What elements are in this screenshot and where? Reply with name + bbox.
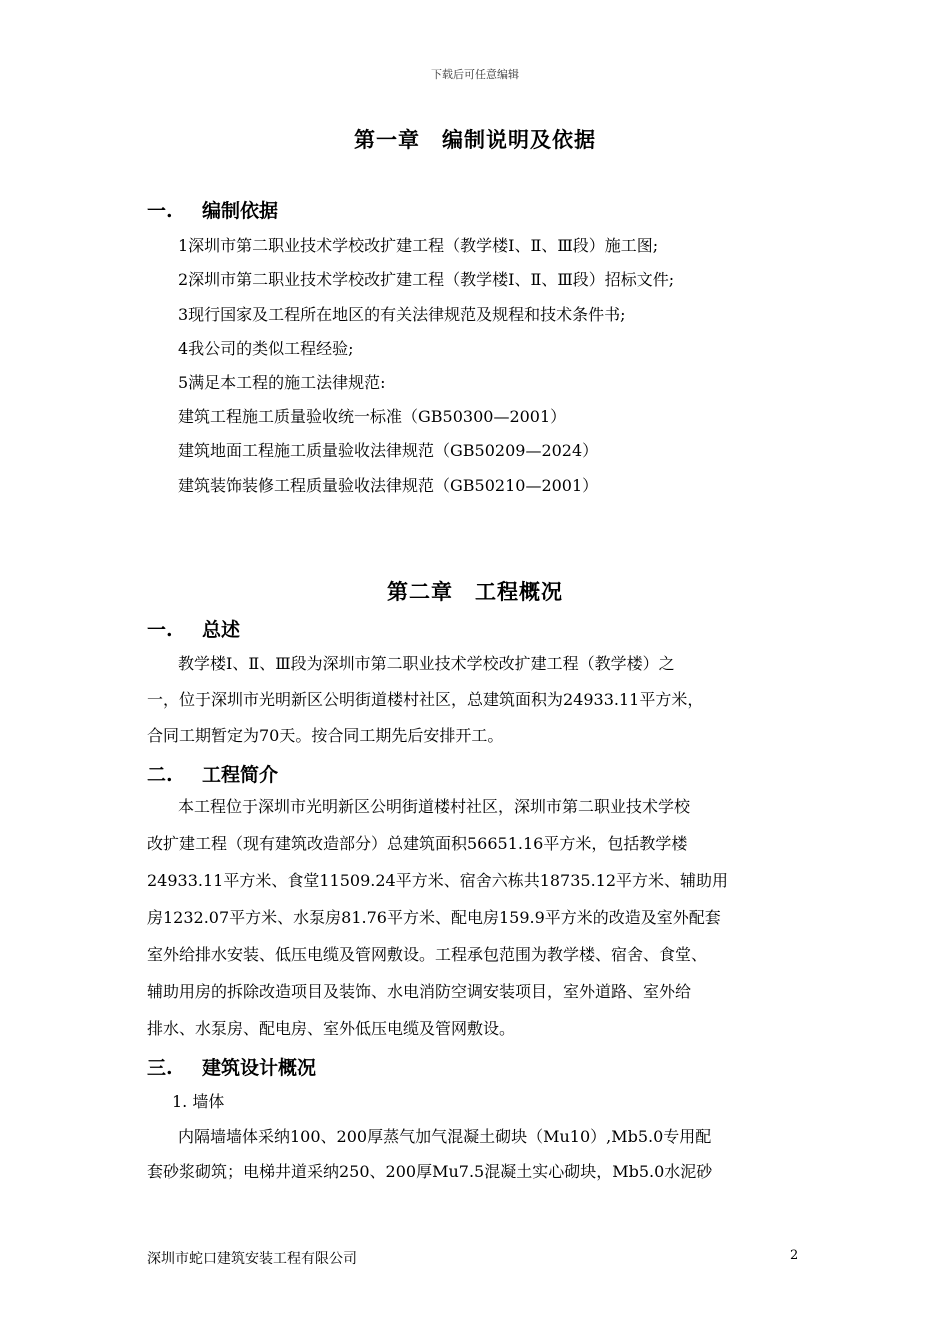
paragraph-line: 内隔墙墙体采纳100、200厚蒸气加气混凝土砌块（Mu10）,Mb5.0专用配 xyxy=(178,1127,712,1146)
page-number: 2 xyxy=(790,1248,799,1263)
section-number: 二. xyxy=(147,764,173,786)
section-number: 一. xyxy=(147,200,173,222)
section-number: 一. xyxy=(147,619,173,641)
basis-item: 5满足本工程的施工法律规范: xyxy=(178,373,386,392)
paragraph-line: 改扩建工程（现有建筑改造部分）总建筑面积56651.16平方米，包括教学楼 xyxy=(147,834,688,853)
paragraph-line: 本工程位于深圳市光明新区公明街道楼村社区，深圳市第二职业技术学校 xyxy=(178,797,691,816)
section-number: 三. xyxy=(147,1057,173,1079)
paragraph-line: 教学楼Ⅰ、Ⅱ、Ⅲ段为深圳市第二职业技术学校改扩建工程（教学楼）之 xyxy=(178,654,675,673)
chapter2-title: 第二章 工程概况 xyxy=(387,579,563,604)
header-note: 下载后可任意编辑 xyxy=(431,68,519,81)
chapter2-section1-heading xyxy=(147,615,240,642)
chapter2-section2-heading xyxy=(147,760,278,787)
section-title: 总述 xyxy=(202,619,241,641)
basis-item: 2深圳市第二职业技术学校改扩建工程（教学楼Ⅰ、Ⅱ、Ⅲ段）招标文件; xyxy=(178,270,675,289)
paragraph-line: 房1232.07平方米、水泵房81.76平方米、配电房159.9平方米的改造及室外配套 xyxy=(147,908,721,927)
paragraph-line: 合同工期暂定为70天。按合同工期先后安排开工。 xyxy=(147,726,504,745)
paragraph-line: 辅助用房的拆除改造项目及装饰、水电消防空调安装项目，室外道路、室外给 xyxy=(147,982,692,1001)
standard-item: 建筑地面工程施工质量验收法律规范（GB50209—2024） xyxy=(178,441,599,460)
standard-item: 建筑装饰装修工程质量验收法律规范（GB50210—2001） xyxy=(178,476,599,495)
section-title: 建筑设计概况 xyxy=(202,1057,317,1079)
chapter2-section3-heading xyxy=(147,1053,316,1080)
paragraph-line: 套砂浆砌筑；电梯井道采纳250、200厚Mu7.5混凝土实心砌块，Mb5.0水泥砂 xyxy=(147,1162,713,1181)
basis-item: 1深圳市第二职业技术学校改扩建工程（教学楼Ⅰ、Ⅱ、Ⅲ段）施工图; xyxy=(178,236,659,255)
basis-item: 3现行国家及工程所在地区的有关法律规范及规程和技术条件书; xyxy=(178,305,626,324)
paragraph-line: 24933.11平方米、食堂11509.24平方米、宿舍六栋共18735.12平方米、辅助用 xyxy=(147,871,729,890)
standard-item: 建筑工程施工质量验收统一标准（GB50300—2001） xyxy=(178,407,567,426)
basis-item: 4我公司的类似工程经验; xyxy=(178,339,354,358)
paragraph-line: 一，位于深圳市光明新区公明街道楼村社区，总建筑面积为24933.11平方米， xyxy=(147,690,704,709)
paragraph-line: 室外给排水安装、低压电缆及管网敷设。工程承包范围为教学楼、宿舍、食堂、 xyxy=(147,945,708,964)
footer-company: 深圳市蛇口建筑安装工程有限公司 xyxy=(147,1251,357,1267)
paragraph-line: 排水、水泵房、配电房、室外低压电缆及管网敷设。 xyxy=(147,1019,516,1038)
subsection-title: 1. 墙体 xyxy=(172,1092,225,1111)
section-title: 工程简介 xyxy=(202,764,279,786)
section-title: 编制依据 xyxy=(202,200,279,222)
chapter1-title: 第一章 编制说明及依据 xyxy=(354,127,596,152)
chapter1-section1-heading xyxy=(147,196,278,223)
